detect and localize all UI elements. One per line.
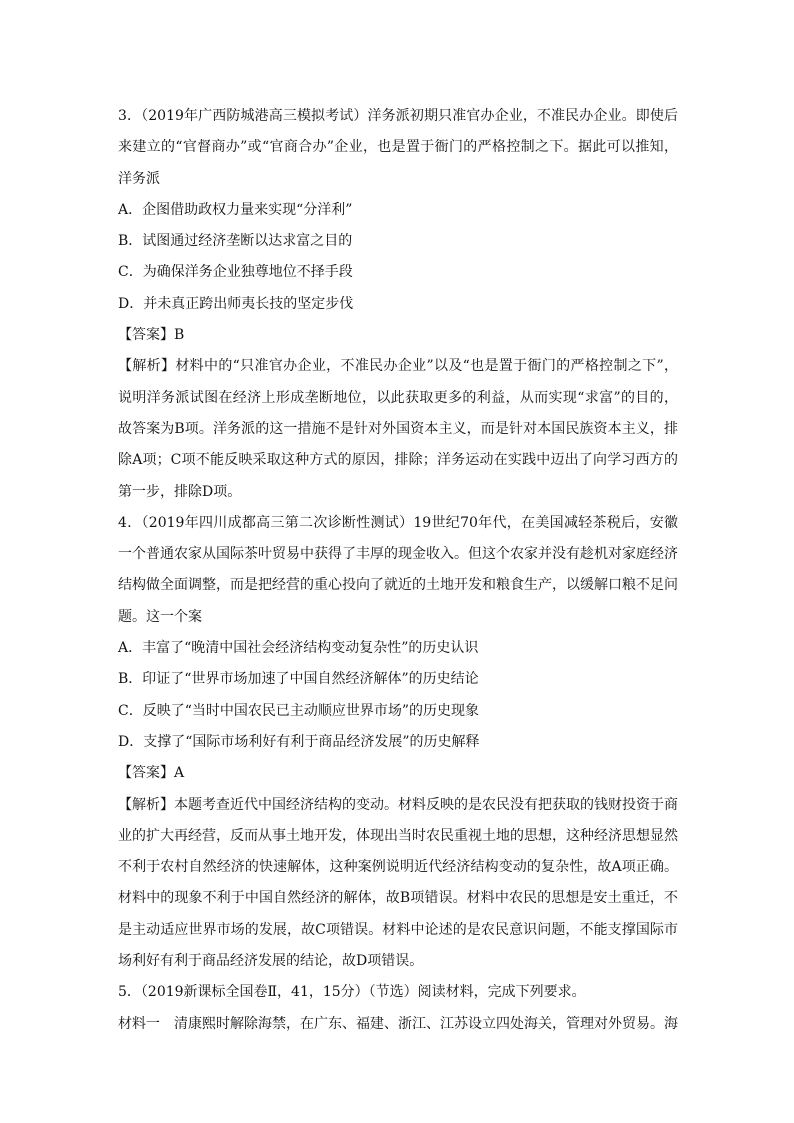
question-3-answer: 【答案】B [118, 327, 185, 344]
question-3-option-b: B．试图通过经济垄断以达求富之目的 [118, 233, 353, 250]
question-4-stem: 4．（2019年四川成都高三第二次诊断性测试）19世纪70年代，在美国减轻茶税后，安徽一个普通农家从国际茶叶贸易中获得了丰厚的现金收入。但这个农家并没有趁机对家庭经济结构做全面调整，而是把经营的重心投向了就近的土地开发和粮食生产，以缓解口粮不足问题。这一个案 [118, 514, 678, 625]
question-4-option-d: D．支撑了“国际市场利好有利于商品经济发展”的历史解释 [118, 733, 480, 750]
question-3-option-a: A．企图借助政权力量来实现“分洋利” [118, 201, 353, 218]
question-3-option-c: C．为确保洋务企业独尊地位不择手段 [118, 264, 353, 281]
question-3-option-d: D．并未真正跨出师夷长技的坚定步伐 [118, 295, 354, 312]
document-content [118, 101, 678, 1040]
question-4-option-c: C．反映了“当时中国农民已主动顺应世界市场”的历史现象 [118, 702, 480, 719]
question-4-option-a: A．丰富了“晚清中国社会经济结构变动复杂性”的历史认识 [118, 640, 479, 657]
question-3-stem: 3．（2019年广西防城港高三模拟考试）洋务派初期只准官办企业，不准民办企业。即使后来建立的“官督商办”或“官商合办”企业，也是置于衙门的严格控制之下。据此可以推知，洋务派 [118, 108, 678, 187]
question-5-stem: 5．（2019新课标全国卷Ⅱ，41，15分）（节选）阅读材料，完成下列要求。 [118, 984, 586, 1001]
question-5-material: 材料一 清康熙时解除海禁，在广东、福建、浙江、江苏设立四处海关，管理对外贸易。海 [118, 1015, 678, 1032]
question-4-answer: 【答案】A [118, 765, 185, 782]
question-3-analysis: 【解析】材料中的“只准官办企业，不准民办企业”以及“也是置于衙门的严格控制之下”，说明洋务派试图在经济上形成垄断地位，以此获取更多的利益，从而实现“求富”的目的，故答案为B项。洋务派的这一措施不是针对外国资本主义，而是针对本国民族资本主义，排除A项；C项不能反映采取这种方式的原因，排除；洋务运动在实践中迈出了向学习西方的第一步，排除D项。 [118, 358, 678, 500]
question-4-option-b: B．印证了“世界市场加速了中国自然经济解体”的历史结论 [118, 671, 479, 688]
question-4-analysis: 【解析】本题考查近代中国经济结构的变动。材料反映的是农民没有把获取的钱财投资于商业的扩大再经营，反而从事土地开发，体现出当时农民重视土地的思想，这种经济思想显然不利于农村自然经济的快速解体，这种案例说明近代经济结构变动的复杂性，故A项正确。材料中的现象不利于中国自然经济的解体，故B项错误。材料中农民的思想是安土重迁，不是主动适应世界市场的发展，故C项错误。材料中论述的是农民意识问题，不能支撑国际市场利好有利于商品经济发展的结论，故D项错误。 [118, 796, 678, 970]
